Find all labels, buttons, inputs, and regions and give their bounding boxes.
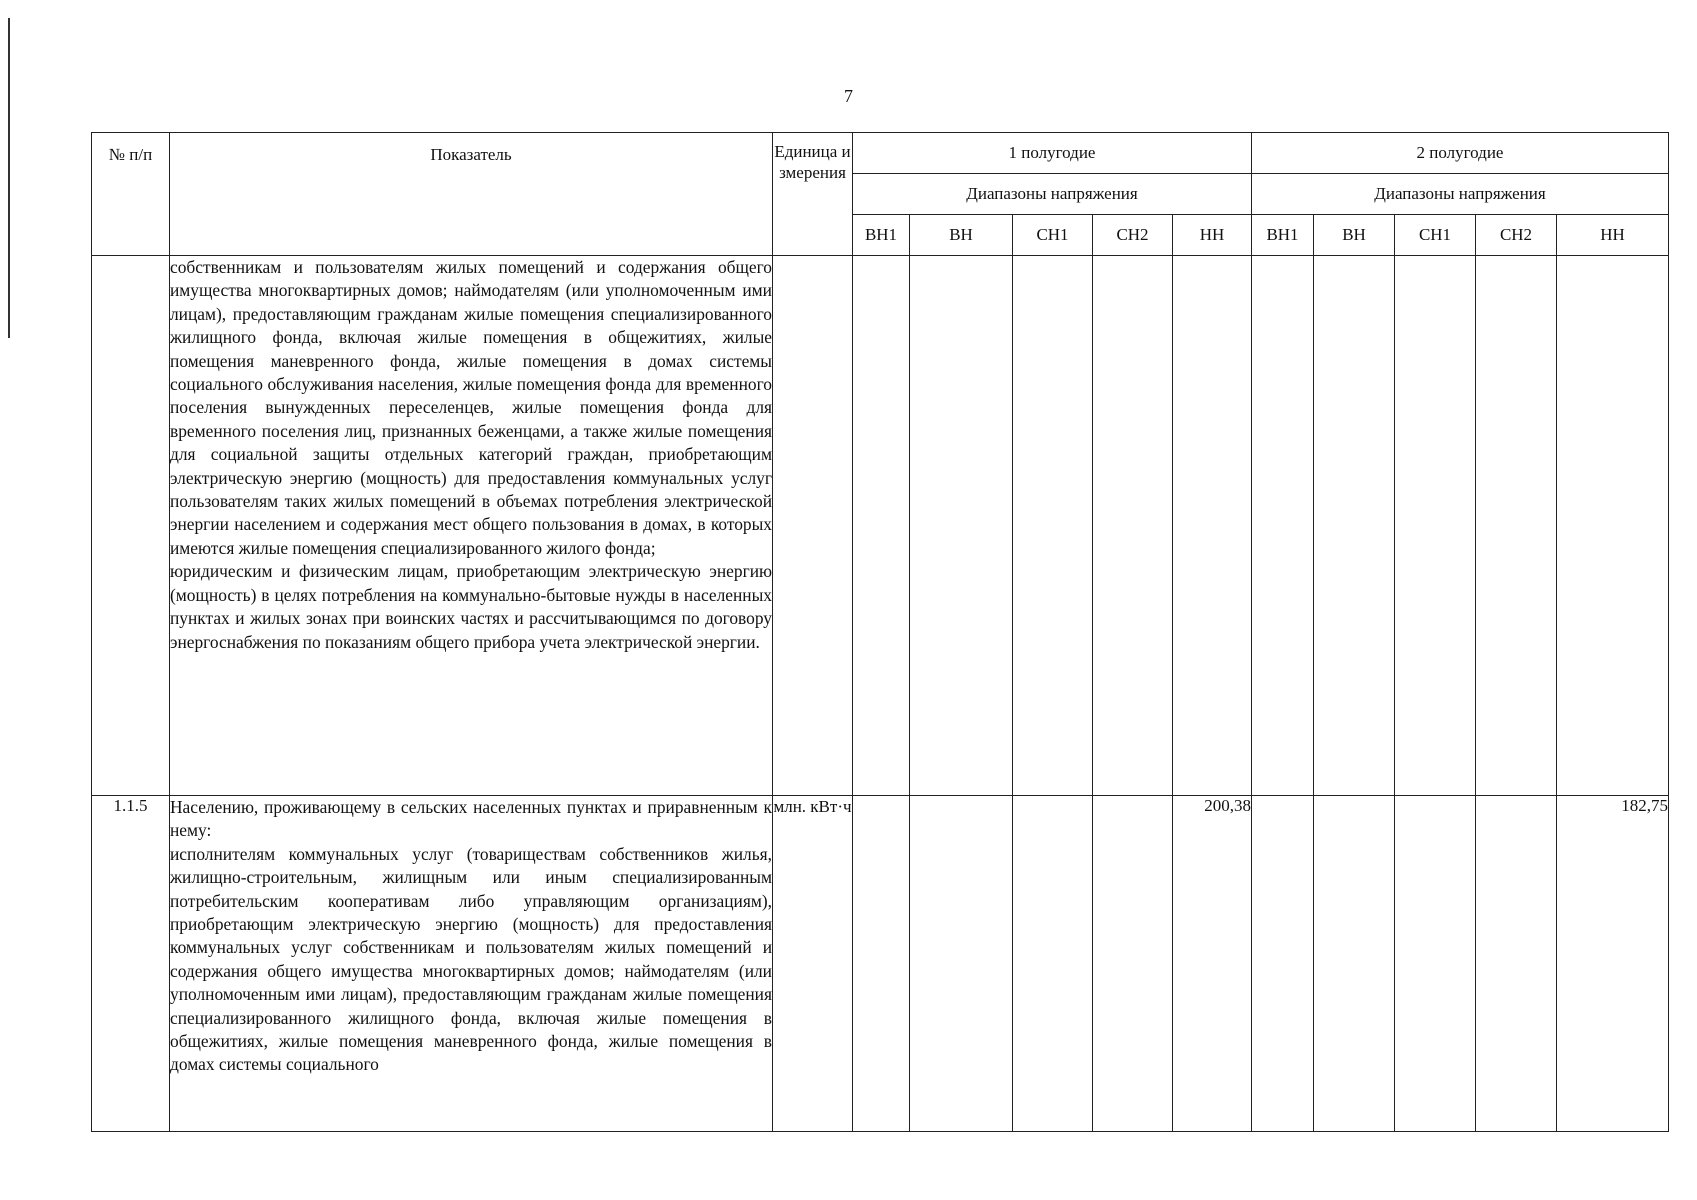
header-vn1-h2: ВН1	[1252, 215, 1314, 256]
header-sn1-h2: СН1	[1395, 215, 1476, 256]
value-vn1-h1	[853, 256, 910, 796]
row-paragraph: юридическим и физическим лицам, приобретающим электрическую энергию (мощность) в целях потребления на коммунально-бытовые нужды в населенных пунктах и жилых зонах при воинских частях и рассчитывающимся по договору энергоснабжения по показаниям общего прибора учета электрической энергии.	[170, 561, 772, 652]
header-half-2: 2 полугодие	[1252, 133, 1669, 174]
header-unit: Единица измерения	[773, 133, 853, 256]
row-unit	[773, 256, 853, 796]
page-number: 7	[844, 86, 853, 106]
margin-line	[8, 18, 10, 338]
value-sn2-h1	[1093, 796, 1173, 1132]
row-number: 1.1.5	[92, 796, 170, 1132]
row-indicator-text	[170, 796, 773, 1132]
header-vn-h1: ВН	[910, 215, 1013, 256]
row-indicator-text	[170, 256, 773, 796]
header-ranges-2: Диапазоны напряжения	[1252, 174, 1669, 215]
header-indicator: Показатель	[170, 133, 773, 256]
row-paragraph: исполнителям коммунальных услуг (товариществам собственников жилья, жилищно-строительным, жилищным или иным специализированным потребительским кооперативам либо управляющим организациям), приобретающим электрическую энергию (мощность) для предоставления коммунальных услуг собственникам и пользователям жилых помещений и содержания общего имущества многоквартирных домов; наймодателям (или уполномоченным ими лицам), предоставляющим гражданам жилые помещения специализированного жилищного фонда, включая жилые помещения в общежитиях, жилые помещения маневренного фонда, жилые помещения в домах системы социального	[170, 843, 772, 1075]
header-nn-h2: НН	[1557, 215, 1669, 256]
table-row	[92, 796, 1669, 1132]
value-sn1-h1	[1013, 796, 1093, 1132]
value-vn-h2	[1314, 796, 1395, 1132]
header-vn-h2: ВН	[1314, 215, 1395, 256]
value-vn-h1	[910, 796, 1013, 1132]
value-nn-h1: 200,38	[1173, 796, 1252, 1132]
row-paragraph: собственникам и пользователям жилых помещений и содержания общего имущества многоквартирных домов; наймодателям (или уполномоченным ими лицам), предоставляющим гражданам жилые помещения специализированного жилищного фонда, включая жилые помещения в общежитиях, жилые помещения маневренного фонда, жилые помещения в домах системы социального обслуживания населения, жилые помещения фонда для временного поселения вынужденных переселенцев, жилые помещения фонда для временного поселения лиц, признанных беженцами, а также жилые помещения для социальной защиты отдельных категорий граждан, приобретающим электрическую энергию (мощность) для предоставления коммунальных услуг пользователям таких жилых помещений в объемах потребления электрической энергии населением и содержания мест общего пользования в домах, в которых имеются жилые помещения специализированного жилого фонда;	[170, 257, 772, 558]
value-vn1-h2	[1252, 256, 1314, 796]
header-sn1-h1: СН1	[1013, 215, 1093, 256]
value-sn1-h2	[1395, 796, 1476, 1132]
table-row	[92, 256, 1669, 796]
value-nn-h1	[1173, 256, 1252, 796]
value-sn2-h2	[1476, 796, 1557, 1132]
value-sn2-h2	[1476, 256, 1557, 796]
header-sn2-h1: СН2	[1093, 215, 1173, 256]
value-sn2-h1	[1093, 256, 1173, 796]
value-vn-h2	[1314, 256, 1395, 796]
row-number	[92, 256, 170, 796]
value-vn1-h2	[1252, 796, 1314, 1132]
header-ranges-1: Диапазоны напряжения	[853, 174, 1252, 215]
value-nn-h2	[1557, 256, 1669, 796]
value-nn-h2: 182,75	[1557, 796, 1669, 1132]
row-paragraph: Населению, проживающему в сельских населенных пунктах и приравненным к нему:	[170, 797, 772, 841]
header-vn1-h1: ВН1	[853, 215, 910, 256]
value-vn1-h1	[853, 796, 910, 1132]
header-half-1: 1 полугодие	[853, 133, 1252, 174]
indicator-table	[91, 132, 1669, 1132]
header-sn2-h2: СН2	[1476, 215, 1557, 256]
header-num: № п/п	[92, 133, 170, 256]
header-nn-h1: НН	[1173, 215, 1252, 256]
value-sn1-h1	[1013, 256, 1093, 796]
value-vn-h1	[910, 256, 1013, 796]
value-sn1-h2	[1395, 256, 1476, 796]
row-unit: млн. кВт·ч	[773, 796, 853, 1132]
